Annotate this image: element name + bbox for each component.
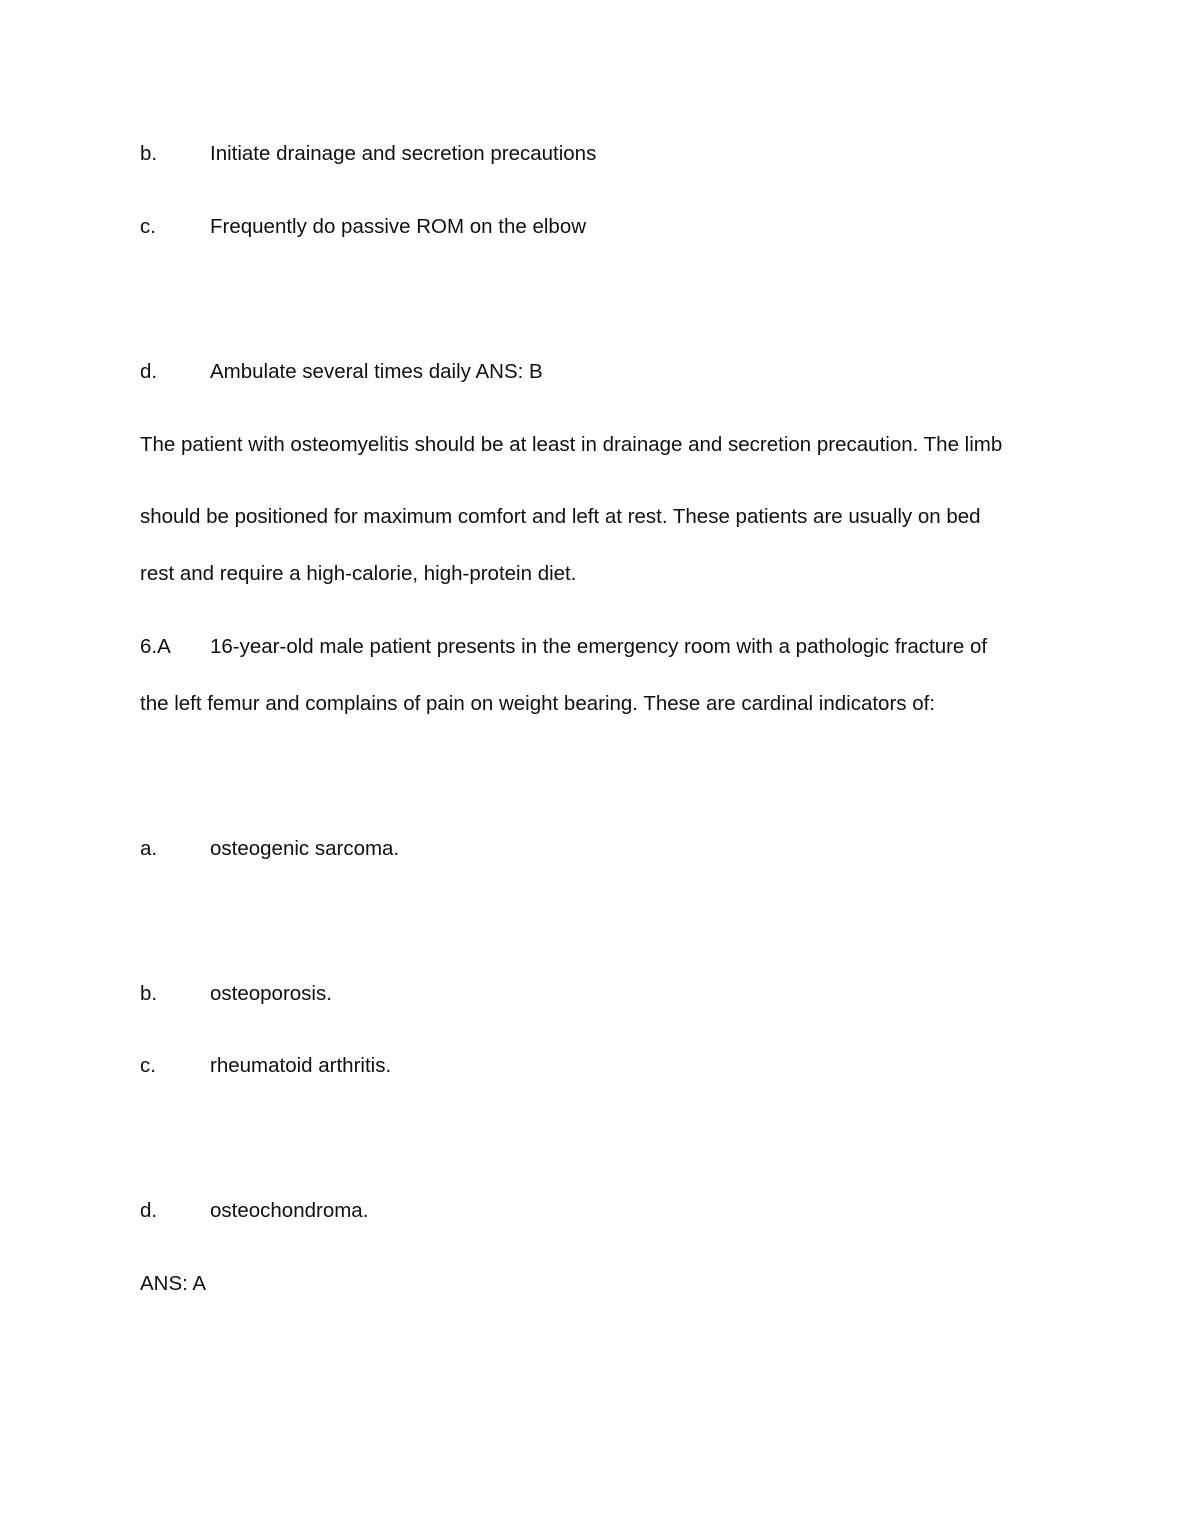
option-marker: c.: [140, 215, 156, 238]
option-marker: d.: [140, 360, 158, 383]
option-marker: a.: [140, 837, 158, 860]
option-text: osteochondroma.: [210, 1199, 369, 1222]
option-text: Initiate drainage and secretion precautions: [210, 142, 597, 165]
question-stem-continued: the left femur and complains of pain on weight bearing. These are cardinal indicators of:: [140, 692, 936, 715]
rationale-line: The patient with osteomyelitis should be at least in drainage and secretion precaution. The limb: [140, 433, 1003, 456]
option-marker: b.: [140, 982, 158, 1005]
option-text: osteogenic sarcoma.: [210, 837, 400, 860]
answer-key: ANS: A: [140, 1272, 207, 1295]
rationale-line: should be positioned for maximum comfort and left at rest. These patients are usually on bed: [140, 505, 981, 528]
option-text: rheumatoid arthritis.: [210, 1054, 392, 1077]
question-number: 6.A: [140, 635, 171, 658]
option-text: Ambulate several times daily ANS: B: [210, 360, 543, 383]
option-marker: d.: [140, 1199, 158, 1222]
option-text: Frequently do passive ROM on the elbow: [210, 215, 587, 238]
option-marker: b.: [140, 142, 158, 165]
option-marker: c.: [140, 1054, 156, 1077]
rationale-line: rest and require a high-calorie, high-protein diet.: [140, 562, 577, 585]
option-text: osteoporosis.: [210, 982, 332, 1005]
question-stem: 16-year-old male patient presents in the emergency room with a pathologic fracture of: [210, 635, 988, 658]
